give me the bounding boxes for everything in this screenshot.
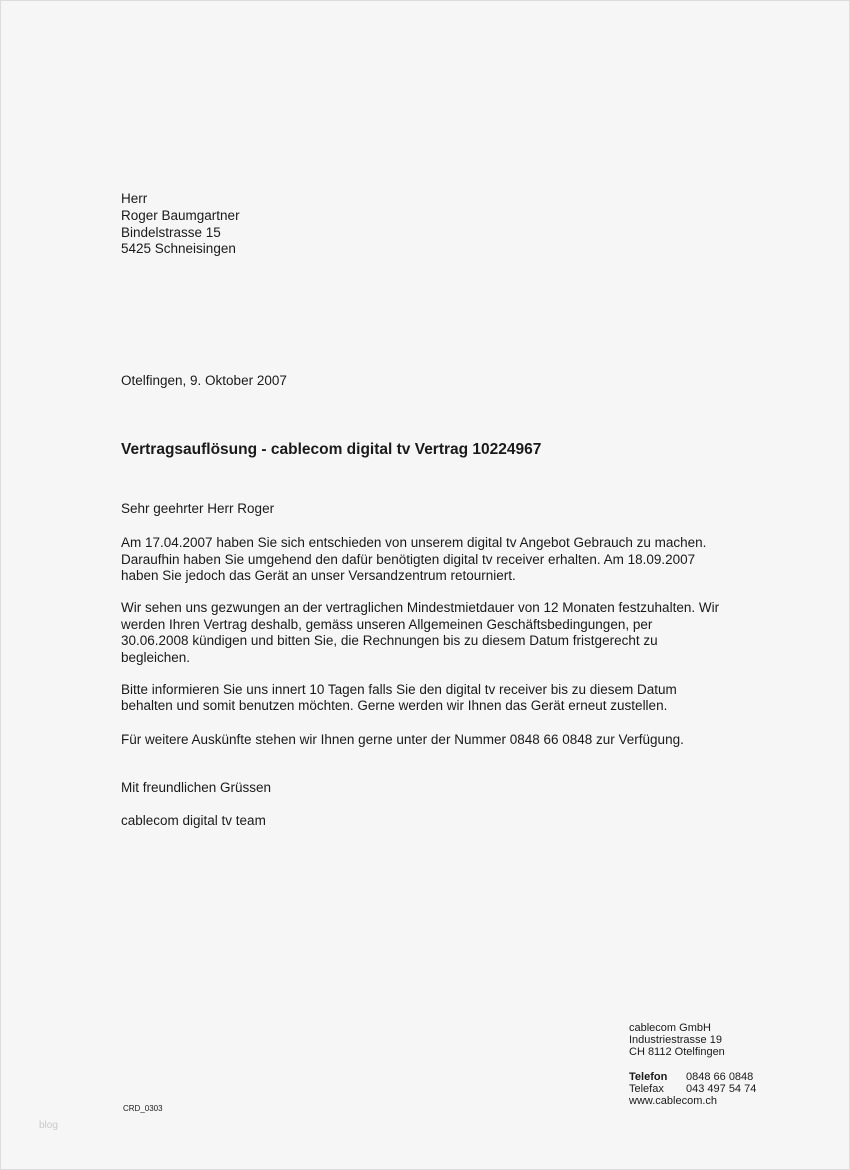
watermark: blog <box>39 1120 58 1131</box>
phone-label: Telefon <box>629 1071 668 1083</box>
paragraph-line: behalten und somit benutzen möchten. Gerne werden wir Ihnen das Gerät erneut zustellen. <box>121 698 668 713</box>
paragraph-line: werden Ihren Vertrag deshalb, gemäss unseren Allgemeinen Geschäftsbedingungen, per <box>121 617 653 632</box>
paragraph-line: Daraufhin haben Sie umgehend den dafür benötigten digital tv receiver erhalten. Am 18.09.2007 <box>121 552 696 567</box>
closing: Mit freundlichen Grüssen <box>121 780 272 795</box>
footer-company: cablecom GmbH <box>629 1022 711 1034</box>
document-code: CRD_0303 <box>123 1104 163 1113</box>
paragraph-line: Am 17.04.2007 haben Sie sich entschieden von unserem digital tv Angebot Gebrauch zu machen. <box>121 535 707 550</box>
footer-fax <box>629 1083 756 1095</box>
paragraph-line: 30.06.2008 kündigen und bitten Sie, die Rechnungen bis zu diesem Datum fristgerecht zu <box>121 633 658 648</box>
paragraph-line: haben Sie jedoch das Gerät an unser Versandzentrum retourniert. <box>121 568 516 583</box>
salutation: Sehr geehrter Herr Roger <box>121 501 275 516</box>
recipient-line: Bindelstrasse 15 <box>121 225 221 240</box>
subject-heading: Vertragsauflösung - cablecom digital tv Vertrag 10224967 <box>121 441 542 458</box>
footer-street: Industriestrasse 19 <box>629 1034 722 1046</box>
paragraph-line: Für weitere Auskünfte stehen wir Ihnen gerne unter der Nummer 0848 66 0848 zur Verfügung. <box>121 732 684 747</box>
recipient-line: 5425 Schneisingen <box>121 241 236 256</box>
paragraph-line: Wir sehen uns gezwungen an der vertraglichen Mindestmietdauer von 12 Monaten festzuhalten. Wir <box>121 600 720 615</box>
recipient-line: Herr <box>121 191 148 206</box>
phone-number: 0848 66 0848 <box>686 1071 754 1083</box>
paragraph-line: Bitte informieren Sie uns innert 10 Tagen falls Sie den digital tv receiver bis zu diesem Datum <box>121 682 677 697</box>
footer-city: CH 8112 Otelfingen <box>629 1046 725 1058</box>
paragraph-line: begleichen. <box>121 650 191 665</box>
fax-label: Telefax <box>629 1083 664 1095</box>
recipient-line: Roger Baumgartner <box>121 208 240 223</box>
footer-phone <box>629 1071 753 1083</box>
signature: cablecom digital tv team <box>121 813 266 828</box>
date-line: Otelfingen, 9. Oktober 2007 <box>121 373 287 388</box>
fax-number: 043 497 54 74 <box>686 1083 757 1095</box>
footer-website: www.cablecom.ch <box>629 1095 718 1107</box>
